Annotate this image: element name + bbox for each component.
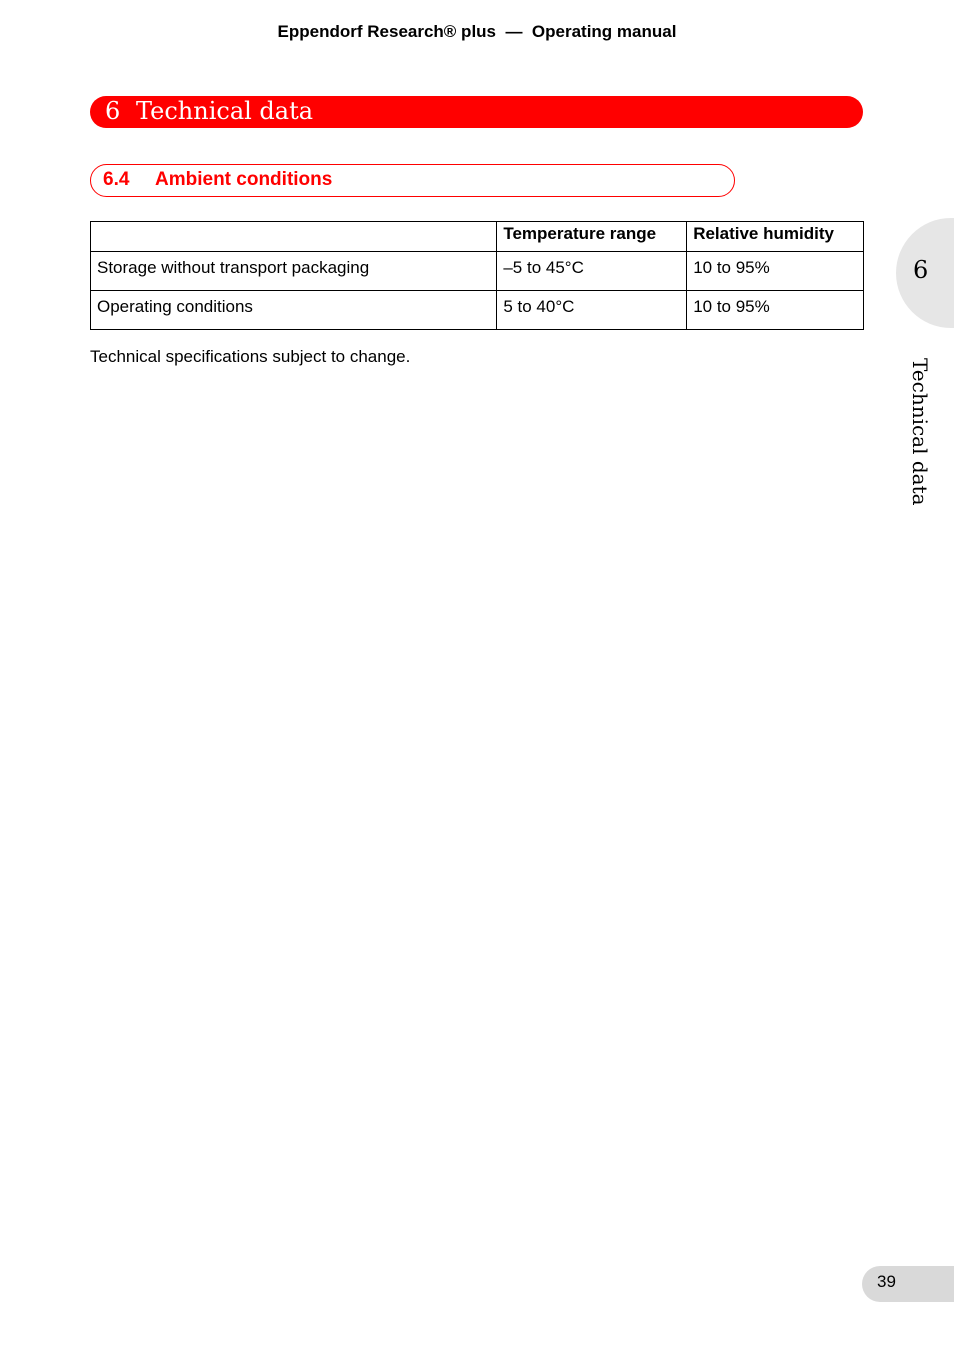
- page-number-tab: [862, 1266, 954, 1302]
- table-cell: 10 to 95%: [687, 252, 864, 291]
- table-cell: –5 to 45°C: [497, 252, 687, 291]
- side-tab-number: 6: [913, 256, 929, 284]
- table-header-cell: Relative humidity: [687, 222, 864, 252]
- table-row: [91, 252, 864, 291]
- table-header-row: [91, 222, 864, 252]
- chapter-number: 6: [105, 97, 121, 125]
- table-cell: Storage without transport packaging: [91, 252, 497, 291]
- chapter-side-tab: [896, 218, 954, 328]
- table-cell: Operating conditions: [91, 291, 497, 330]
- table-cell: 5 to 40°C: [497, 291, 687, 330]
- chapter-heading-bar: [90, 96, 863, 128]
- running-header: Eppendorf Research® plus — Operating manual: [277, 22, 677, 41]
- table-row: [91, 291, 864, 330]
- section-number: 6.4: [103, 169, 130, 190]
- side-tab-label: Technical data: [908, 358, 932, 506]
- table-cell: 10 to 95%: [687, 291, 864, 330]
- specifications-note: Technical specifications subject to change.: [90, 347, 411, 366]
- section-title: Ambient conditions: [155, 169, 333, 190]
- page-number: 39: [877, 1272, 896, 1291]
- table-header-cell: Temperature range: [497, 222, 687, 252]
- table-header-cell: [91, 222, 497, 252]
- ambient-conditions-table: [90, 221, 864, 330]
- section-heading-bar: [90, 164, 735, 197]
- chapter-title: Technical data: [136, 97, 314, 125]
